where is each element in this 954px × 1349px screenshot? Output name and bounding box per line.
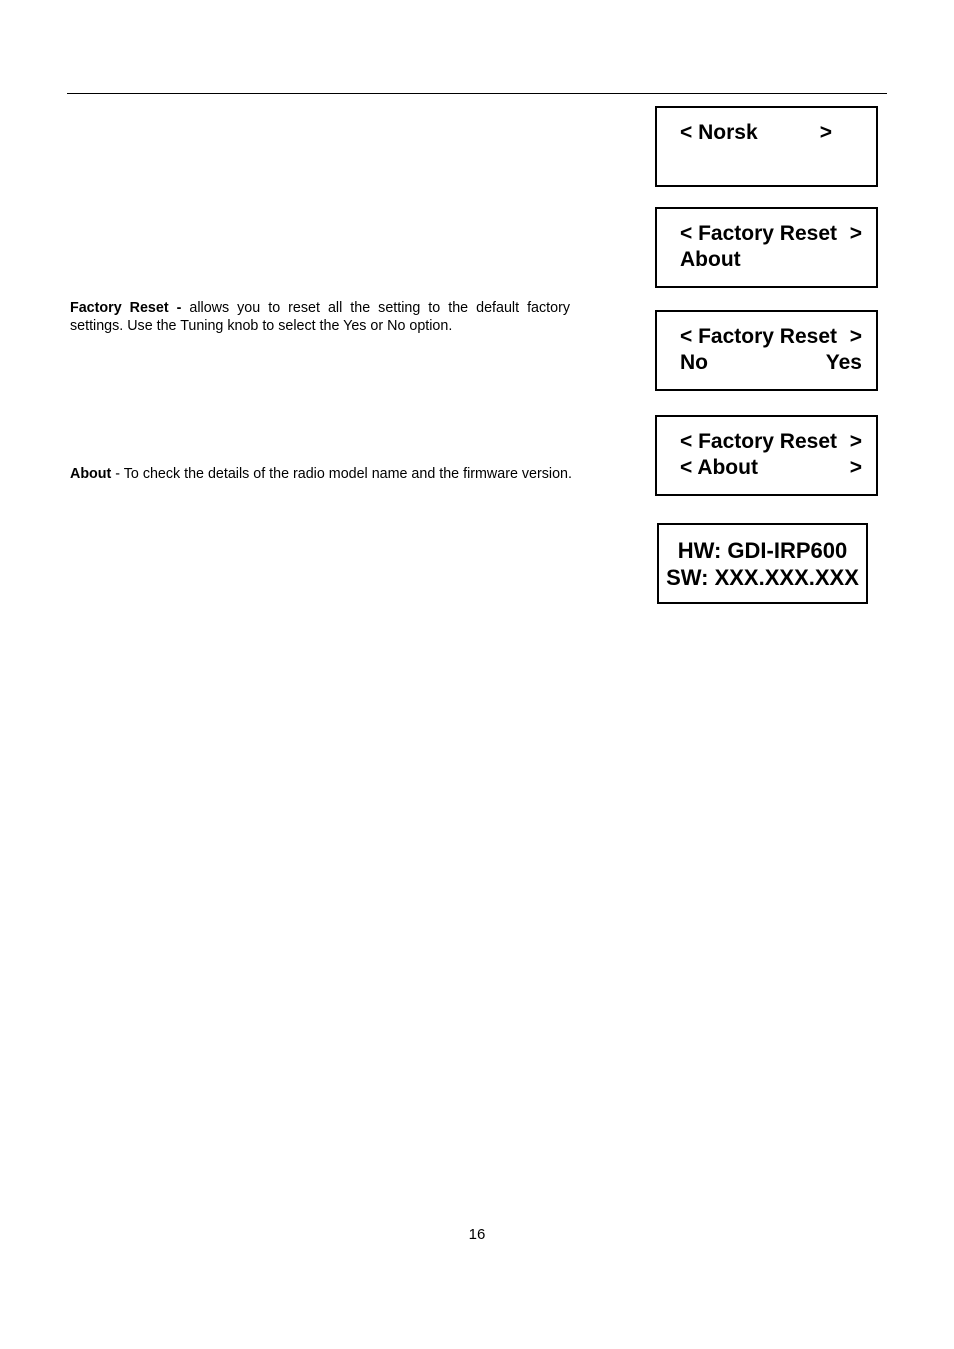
lcd-menu-item-factory-reset: < Factory Reset xyxy=(680,430,837,453)
page-number: 16 xyxy=(468,1226,486,1243)
lcd-screen-factory-reset-confirm xyxy=(655,310,878,391)
lcd-screen-norsk xyxy=(655,106,878,187)
lcd-menu-item-factory-reset: < Factory Reset xyxy=(680,325,837,348)
lcd-menu-item-about: About xyxy=(680,248,741,271)
lcd-menu-item-about: < About xyxy=(680,456,758,479)
lcd-line-2 xyxy=(680,247,862,273)
lcd-line-2 xyxy=(680,455,862,481)
next-arrow: > xyxy=(849,456,862,479)
hardware-version: HW: GDI-IRP600 xyxy=(677,538,848,563)
about-description xyxy=(70,465,630,483)
next-arrow: > xyxy=(819,121,832,144)
lcd-screen-factory-reset xyxy=(655,207,878,288)
lcd-option-no: No xyxy=(680,351,708,374)
about-text: - To check the details of the radio model name and the firmware version. xyxy=(111,466,572,482)
lcd-line-1 xyxy=(680,429,862,455)
factory-reset-term: Factory Reset - xyxy=(70,300,182,316)
software-version: SW: XXX.XXX.XXX xyxy=(666,565,859,590)
header-rule xyxy=(67,93,887,94)
lcd-menu-item-norsk: < Norsk xyxy=(680,121,758,144)
lcd-screen-about-selected xyxy=(655,415,878,496)
lcd-menu-item-factory-reset: < Factory Reset xyxy=(680,222,837,245)
lcd-line-2 xyxy=(680,350,862,376)
lcd-option-yes: Yes xyxy=(825,351,862,374)
next-arrow: > xyxy=(849,222,862,245)
lcd-screen-version xyxy=(657,523,868,604)
next-arrow: > xyxy=(849,430,862,453)
factory-reset-description xyxy=(70,299,570,335)
lcd-line-1 xyxy=(680,324,862,350)
next-arrow: > xyxy=(849,325,862,348)
about-term: About xyxy=(70,466,112,482)
factory-reset-text: allows you to reset all the setting to the default factory settings. Use the Tuning knob to select the Yes or No option. xyxy=(70,300,570,334)
lcd-line-1 xyxy=(680,221,862,247)
lcd-line-1 xyxy=(680,120,832,146)
